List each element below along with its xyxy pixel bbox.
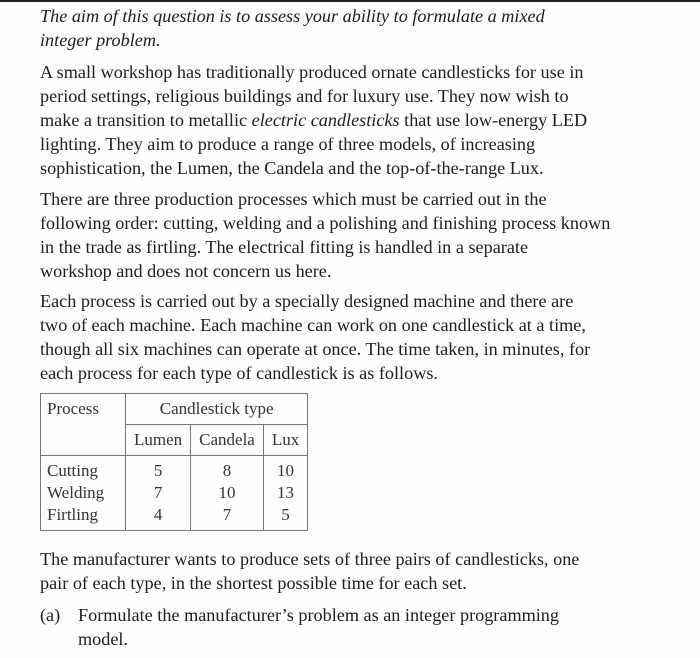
cell: 7 bbox=[126, 482, 191, 504]
text-line: The aim of this question is to assess your ability to formulate a mixed bbox=[40, 6, 545, 26]
cell: 4 bbox=[126, 504, 191, 531]
text-line: workshop and does not concern us here. bbox=[40, 261, 332, 281]
cell: 8 bbox=[191, 456, 264, 483]
text-line: two of each machine. Each machine can work on one candlestick at a time, bbox=[40, 315, 586, 335]
text-line: pair of each type, in the shortest possible time for each set. bbox=[40, 573, 467, 593]
cell: 13 bbox=[263, 482, 307, 504]
column-header: Candela bbox=[191, 425, 264, 456]
text-line: integer problem. bbox=[40, 30, 161, 50]
cell: 5 bbox=[126, 456, 191, 483]
row-label: Welding bbox=[41, 482, 126, 504]
text-line: There are three production processes which must be carried out in the bbox=[40, 189, 547, 209]
text-span: make a transition to metallic bbox=[40, 110, 252, 130]
text-line: The manufacturer wants to produce sets of three pairs of candlesticks, one bbox=[40, 549, 580, 569]
text-line: lighting. They aim to produce a range of three models, of increasing bbox=[40, 134, 536, 154]
intro-text bbox=[40, 4, 680, 52]
text-line: A small workshop has traditionally produced ornate candlesticks for use in bbox=[40, 62, 584, 82]
cell: 10 bbox=[263, 456, 307, 483]
paragraph-machines bbox=[40, 289, 680, 385]
part-label: (a) bbox=[40, 605, 61, 625]
text-line: each process for each type of candlestick is as follows. bbox=[40, 363, 438, 383]
text-line: Each process is carried out by a specially designed machine and there are bbox=[40, 291, 574, 311]
cell: 5 bbox=[263, 504, 307, 531]
cell: 7 bbox=[191, 504, 264, 531]
table-row bbox=[41, 504, 308, 531]
text-line: period settings, religious buildings and for luxury use. They now wish to bbox=[40, 86, 569, 106]
row-label: Firtling bbox=[41, 504, 126, 531]
text-line: model. bbox=[78, 629, 129, 649]
paragraph-processes bbox=[40, 187, 680, 283]
text-line: following order: cutting, welding and a polishing and finishing process known bbox=[40, 213, 611, 233]
empty-cell bbox=[41, 425, 126, 456]
cell: 10 bbox=[191, 482, 264, 504]
text-line: Formulate the manufacturer’s problem as an integer programming bbox=[78, 605, 559, 625]
column-header: Lumen bbox=[126, 425, 191, 456]
text-line: sophistication, the Lumen, the Candela and the top-of-the-range Lux. bbox=[40, 158, 544, 178]
header-process: Process bbox=[41, 394, 126, 425]
paragraph-background bbox=[40, 60, 680, 180]
table-row bbox=[41, 482, 308, 504]
process-time-table bbox=[40, 393, 308, 531]
column-header: Lux bbox=[263, 425, 307, 456]
paragraph-objective bbox=[40, 547, 680, 595]
emphasis-text: electric candlesticks bbox=[251, 110, 400, 130]
text-line: in the trade as firtling. The electrical fitting is handled in a separate bbox=[40, 237, 529, 257]
text-span: that use low-energy LED bbox=[399, 110, 588, 130]
table-row bbox=[41, 456, 308, 483]
row-label: Cutting bbox=[41, 456, 126, 483]
text-line: though all six machines can operate at once. The time taken, in minutes, for bbox=[40, 339, 591, 359]
header-candlestick-type: Candlestick type bbox=[126, 394, 308, 425]
top-divider bbox=[0, 0, 700, 2]
text-line bbox=[40, 108, 680, 132]
